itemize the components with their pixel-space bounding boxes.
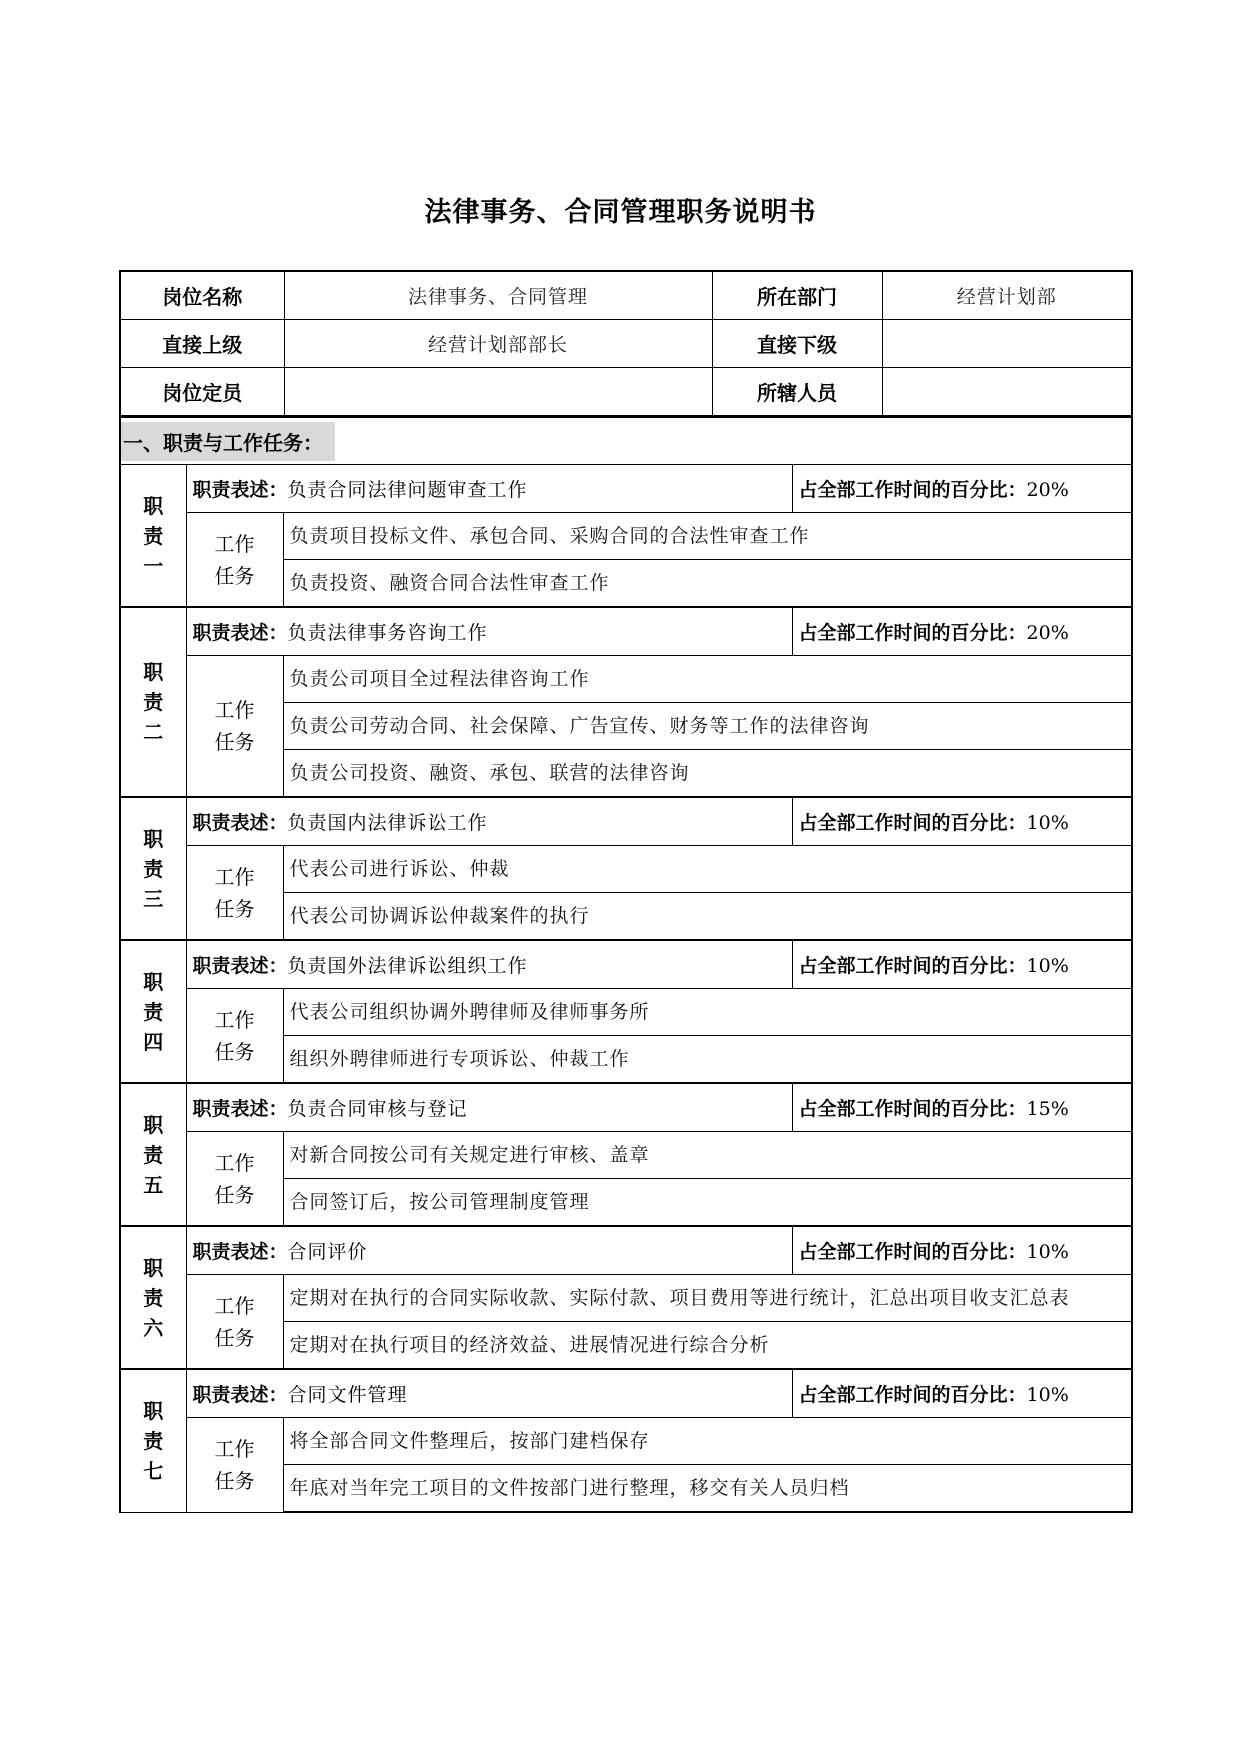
task-row	[120, 846, 1132, 893]
duty-pct-label: 占全部工作时间的百分比：	[798, 622, 1027, 644]
duty-desc-row	[120, 1083, 1132, 1132]
duty-desc-label: 职责表述：	[192, 955, 288, 977]
duty-label-text: 职 责 五	[143, 1112, 164, 1197]
duty-label	[120, 797, 186, 940]
duty-pct-cell	[792, 940, 1132, 989]
task-row	[120, 513, 1132, 560]
duty-label-text: 职 责 七	[143, 1398, 164, 1483]
task-item: 负责公司劳动合同、社会保障、广告宣传、财务等工作的法律咨询	[283, 703, 1132, 750]
duty-desc-cell	[186, 797, 792, 846]
duty-label	[120, 1226, 186, 1369]
duty-label	[120, 607, 186, 797]
work-task-label-text: 工作 任务	[214, 1436, 255, 1493]
duty-label-text: 职 责 三	[143, 826, 164, 911]
headcount-label: 岗位定员	[120, 368, 284, 416]
duty-label	[120, 940, 186, 1083]
duty-pct-label: 占全部工作时间的百分比：	[798, 1384, 1027, 1406]
duty-pct-value: 10%	[1026, 1241, 1069, 1263]
duty-desc-row	[120, 797, 1132, 846]
duty-desc-label: 职责表述：	[192, 479, 288, 501]
duty-pct-value: 10%	[1026, 955, 1069, 977]
duty-pct-label: 占全部工作时间的百分比：	[798, 955, 1027, 977]
direct-superior-label: 直接上级	[120, 320, 284, 368]
task-item: 负责公司投资、融资、承包、联营的法律咨询	[283, 750, 1132, 798]
duty-pct-cell	[792, 797, 1132, 846]
duty-desc-text: 合同评价	[287, 1241, 368, 1263]
duty-desc-text: 负责国外法律诉讼组织工作	[287, 955, 528, 977]
duty-pct-value: 15%	[1026, 1098, 1069, 1120]
duty-pct-value: 20%	[1026, 479, 1069, 501]
task-item: 负责投资、融资合同合法性审查工作	[283, 560, 1132, 608]
duty-desc-cell	[186, 607, 792, 656]
duty-desc-text: 负责法律事务咨询工作	[287, 622, 488, 644]
work-task-label-text: 工作 任务	[214, 531, 255, 588]
duty-desc-label: 职责表述：	[192, 1098, 288, 1120]
duty-pct-cell	[792, 1369, 1132, 1418]
work-task-label-text: 工作 任务	[214, 864, 255, 921]
duty-desc-row	[120, 940, 1132, 989]
duty-label-text: 职 责 二	[143, 660, 164, 744]
task-item: 定期对在执行项目的经济效益、进展情况进行综合分析	[283, 1322, 1132, 1370]
task-row	[120, 1275, 1132, 1322]
duty-desc-label: 职责表述：	[192, 812, 288, 834]
work-task-label	[186, 1275, 283, 1370]
work-task-label-text: 工作 任务	[214, 1293, 255, 1350]
duty-desc-cell	[186, 1226, 792, 1275]
task-item: 定期对在执行的合同实际收款、实际付款、项目费用等进行统计，汇总出项目收支汇总表	[283, 1275, 1132, 1322]
duty-desc-label: 职责表述：	[192, 1241, 288, 1263]
subordinates-label: 所辖人员	[712, 368, 882, 416]
duty-label	[120, 1083, 186, 1226]
duty-pct-cell	[792, 607, 1132, 656]
duty-desc-label: 职责表述：	[192, 622, 288, 644]
duty-pct-value: 20%	[1026, 622, 1069, 644]
work-task-label	[186, 656, 283, 798]
work-task-label	[186, 989, 283, 1084]
duty-pct-cell	[792, 1083, 1132, 1132]
headcount-value	[284, 368, 712, 416]
duty-label-text: 职 责 四	[143, 969, 164, 1054]
duty-desc-cell	[186, 940, 792, 989]
job-description-sheet	[119, 270, 1131, 1513]
duty-pct-value: 10%	[1026, 1384, 1069, 1406]
direct-subordinate-value	[882, 320, 1132, 368]
duty-desc-cell	[186, 1083, 792, 1132]
duty-desc-row	[120, 1226, 1132, 1275]
duty-desc-cell	[186, 1369, 792, 1418]
task-item: 合同签订后，按公司管理制度管理	[283, 1179, 1132, 1227]
duty-pct-value: 10%	[1026, 812, 1069, 834]
duty-desc-row	[120, 465, 1132, 513]
header-table	[119, 270, 1133, 416]
duty-label	[120, 1369, 186, 1512]
duty-pct-cell	[792, 465, 1132, 513]
duty-pct-label: 占全部工作时间的百分比：	[798, 1241, 1027, 1263]
duty-pct-label: 占全部工作时间的百分比：	[798, 479, 1027, 501]
task-row	[120, 1132, 1132, 1179]
direct-subordinate-label: 直接下级	[712, 320, 882, 368]
task-item: 将全部合同文件整理后，按部门建档保存	[283, 1418, 1132, 1465]
work-task-label	[186, 513, 283, 608]
post-name-value: 法律事务、合同管理	[284, 271, 712, 320]
task-item: 对新合同按公司有关规定进行审核、盖章	[283, 1132, 1132, 1179]
work-task-label-text: 工作 任务	[214, 1150, 255, 1207]
task-item: 组织外聘律师进行专项诉讼、仲裁工作	[283, 1036, 1132, 1084]
work-task-label-text: 工作 任务	[214, 1007, 255, 1064]
work-task-label	[186, 1418, 283, 1513]
duty-desc-row	[120, 1369, 1132, 1418]
task-item: 负责项目投标文件、承包合同、采购合同的合法性审查工作	[283, 513, 1132, 560]
duty-label	[120, 465, 186, 608]
duty-label-text: 职 责 一	[143, 493, 164, 578]
duty-desc-text: 负责合同法律问题审查工作	[287, 479, 528, 501]
work-task-label	[186, 846, 283, 941]
duty-desc-text: 负责合同审核与登记	[287, 1098, 468, 1120]
task-item: 负责公司项目全过程法律咨询工作	[283, 656, 1132, 703]
duty-pct-label: 占全部工作时间的百分比：	[798, 812, 1027, 834]
duty-desc-label: 职责表述：	[192, 1384, 288, 1406]
task-row	[120, 656, 1132, 703]
task-row	[120, 1418, 1132, 1465]
direct-superior-value: 经营计划部部长	[284, 320, 712, 368]
work-task-label	[186, 1132, 283, 1227]
task-item: 代表公司进行诉讼、仲裁	[283, 846, 1132, 893]
department-label: 所在部门	[712, 271, 882, 320]
document-title: 法律事务、合同管理职务说明书	[424, 197, 817, 228]
duty-label-text: 职 责 六	[143, 1255, 164, 1340]
department-value: 经营计划部	[882, 271, 1132, 320]
duty-table	[119, 416, 1133, 1513]
duty-pct-cell	[792, 1226, 1132, 1275]
section-title: 一、职责与工作任务：	[121, 422, 335, 461]
task-item: 年底对当年完工项目的文件按部门进行整理，移交有关人员归档	[283, 1465, 1132, 1513]
task-row	[120, 989, 1132, 1036]
work-task-label-text: 工作 任务	[214, 698, 255, 754]
duty-desc-text: 合同文件管理	[287, 1384, 408, 1406]
duty-pct-label: 占全部工作时间的百分比：	[798, 1098, 1027, 1120]
duty-desc-cell	[186, 465, 792, 513]
task-item: 代表公司组织协调外聘律师及律师事务所	[283, 989, 1132, 1036]
task-item: 代表公司协调诉讼仲裁案件的执行	[283, 893, 1132, 941]
duty-desc-row	[120, 607, 1132, 656]
duty-desc-text: 负责国内法律诉讼工作	[287, 812, 488, 834]
post-name-label: 岗位名称	[120, 271, 284, 320]
subordinates-value	[882, 368, 1132, 416]
